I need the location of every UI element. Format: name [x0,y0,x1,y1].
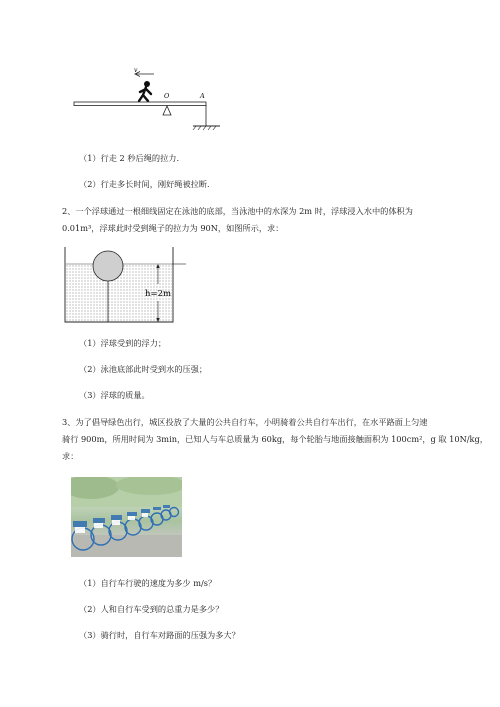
depth-label: h=2m [145,289,172,299]
q1-part-1: （1）行走 2 秒后绳的拉力. [79,153,180,163]
q1-part-2: （2）行走多长时间，刚好绳被拉断. [79,179,210,189]
lever-figure [60,60,240,140]
point-a-label: A [200,92,205,100]
q3-part-1: （1）自行车行驶的速度为多少 m/s？ [79,578,217,588]
q2-part-3: （3）浮球的质量。 [79,390,150,400]
q3-part-2: （2）人和自行车受到的总重力是多少？ [79,604,224,614]
q2-stem-line-2: 0.01m³，浮球此时受到绳子的拉力为 90N，如图所示，求： [62,223,284,233]
q2-part-2: （2）泳池底部此时受到水的压强； [79,364,208,374]
walker-icon [139,81,151,101]
bicycle-photo [71,477,182,557]
q3-part-3: （3）骑行时，自行车对路面的压强为多大？ [79,630,240,640]
q3-stem-line-3: 求： [62,451,79,461]
q2-part-1: （1）浮球受到的浮力； [79,338,167,348]
ground-hatch [193,126,216,130]
q3-stem-line-1: 3、为了倡导绿色出行，城区投放了大量的公共自行车，小明骑着公共自行车出行，在水平路面上匀速 [62,417,428,427]
q3-stem-line-2: 骑行 900m，所用时间为 3min，已知人与车总质量为 60kg，每个轮胎与地面接触面积为 100cm²，g 取 10N/kg， [62,434,488,444]
float-ball [93,251,123,281]
fulcrum [163,106,171,115]
plank [74,102,206,106]
velocity-label: v [134,67,138,74]
q2-stem-line-1: 2、一个浮球通过一根细线固定在泳池的底部，当泳池中的水深为 2m 时，浮球浸入水中的体积为 [62,206,413,216]
pivot-label: O [164,92,170,100]
pool-figure [60,244,190,326]
